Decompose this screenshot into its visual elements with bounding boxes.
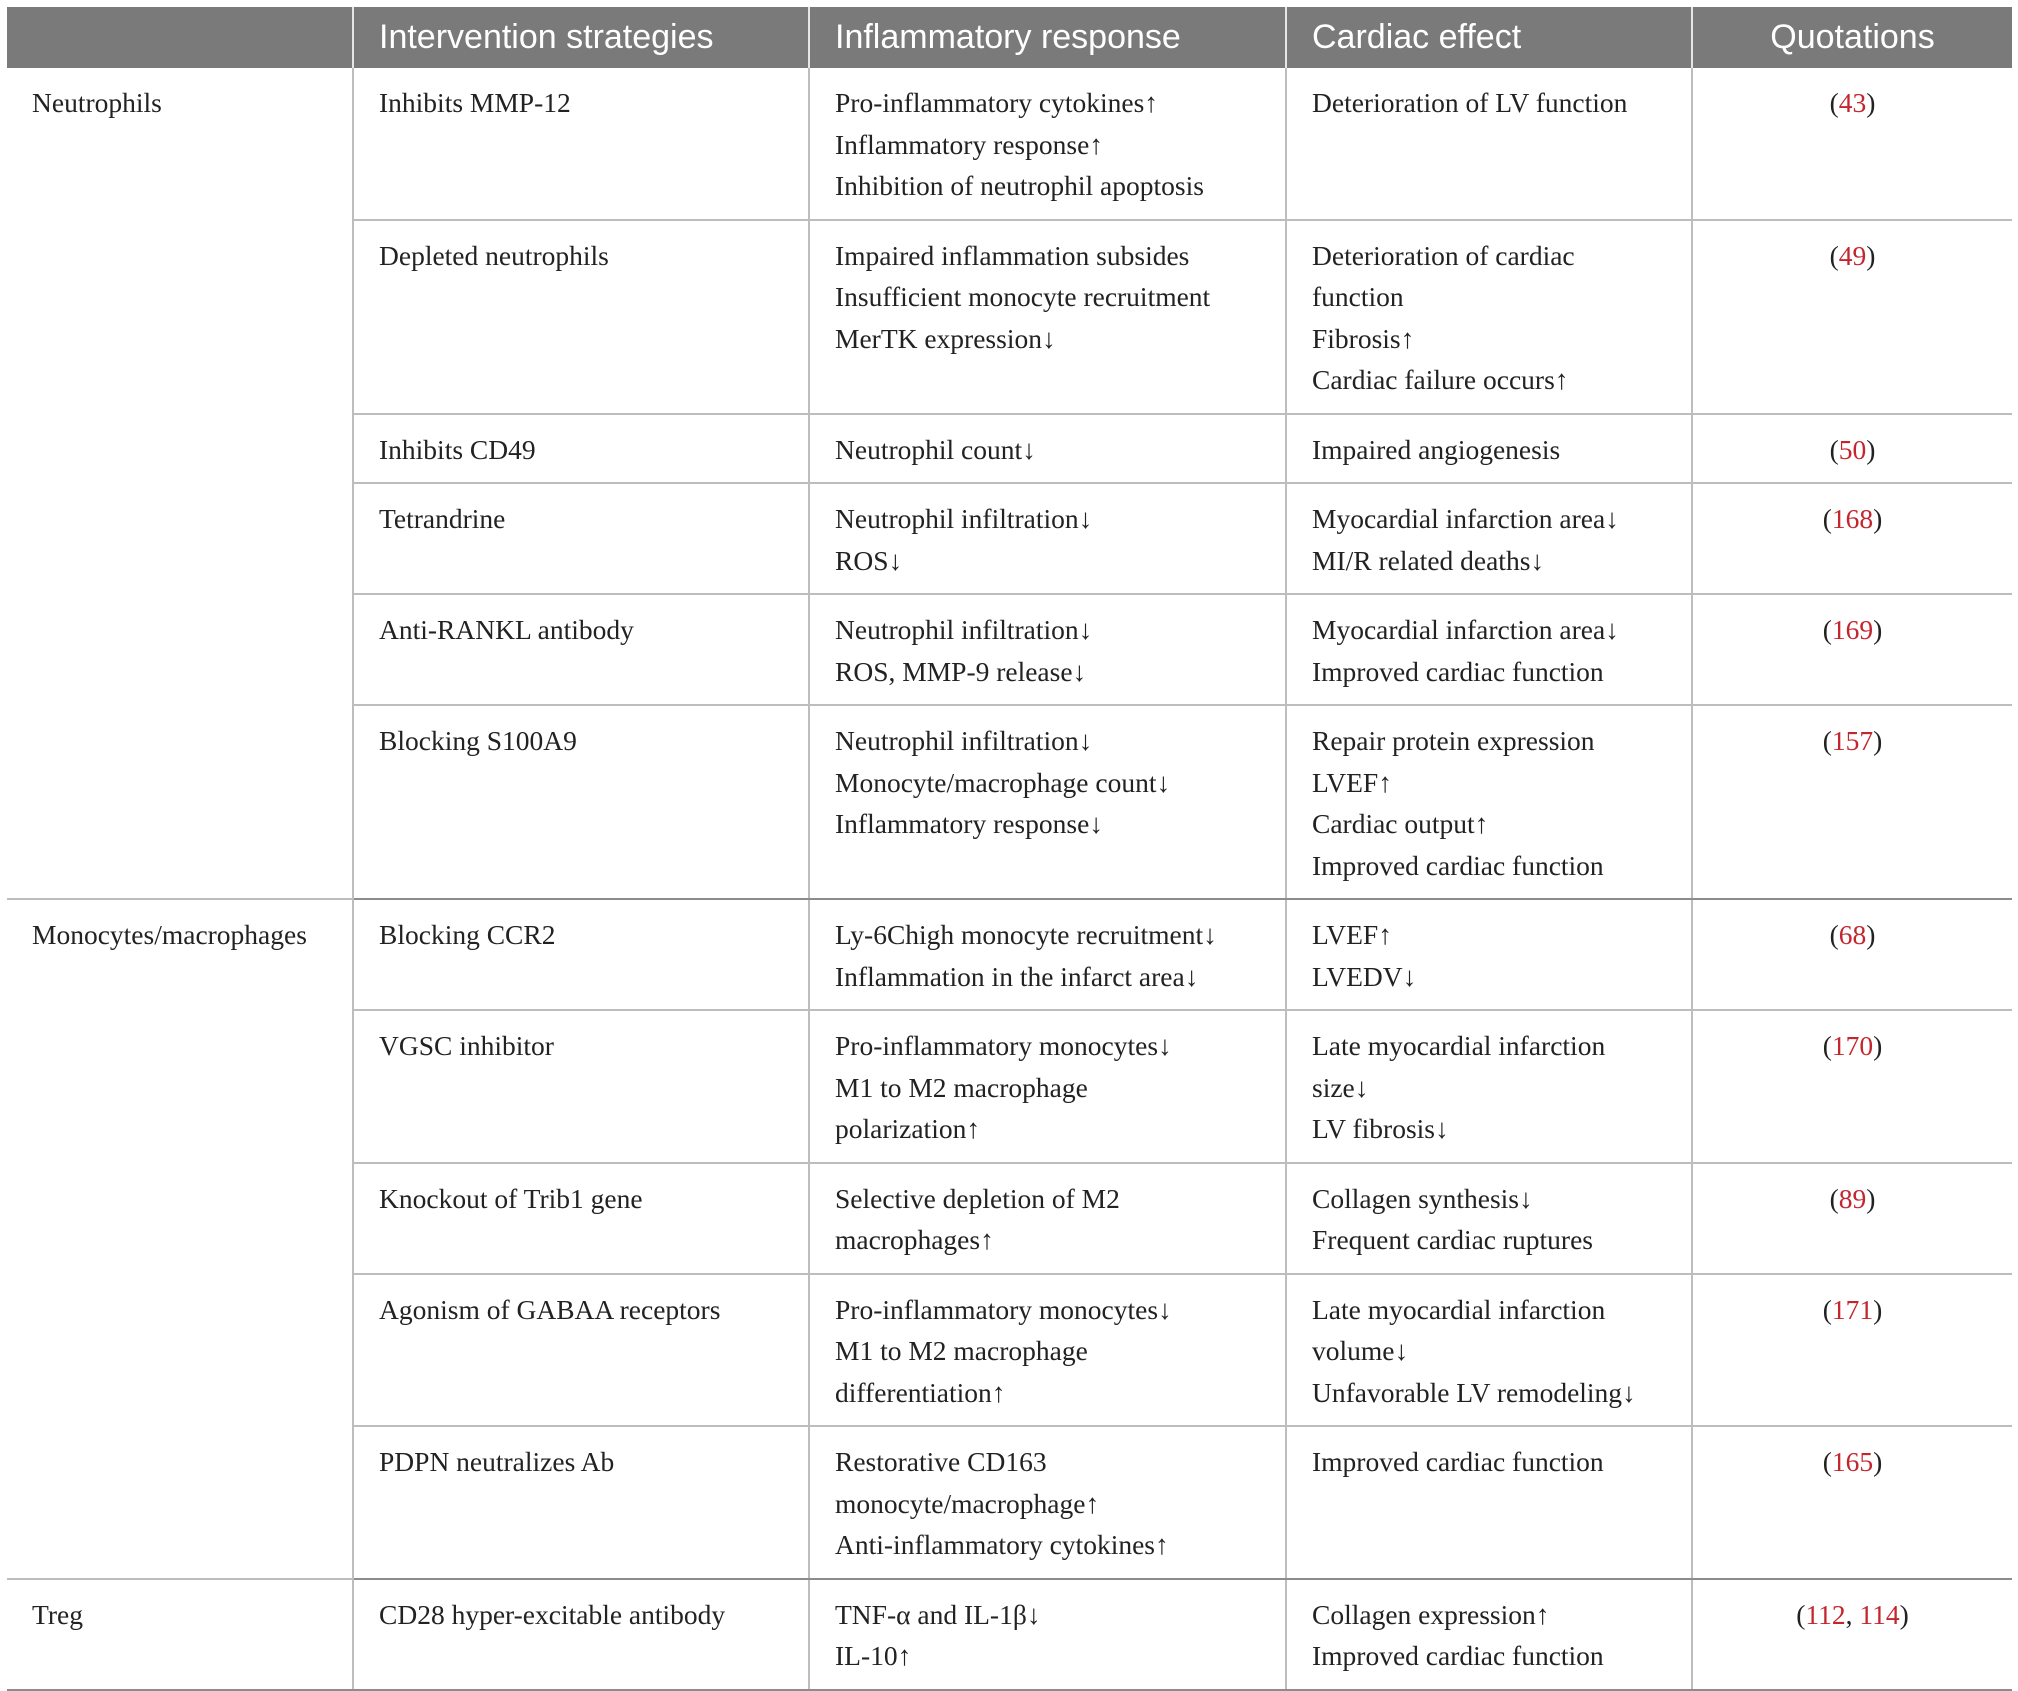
- quotation-cell: (49): [1692, 220, 2012, 414]
- table-row: [7, 1579, 2012, 1690]
- response-cell: [809, 1426, 1286, 1579]
- response-line: Ly-6Chigh monocyte recruitment↓: [835, 919, 1217, 950]
- effect-line: function: [1312, 281, 1404, 312]
- effect-cell: [1286, 899, 1692, 1010]
- effect-line: Fibrosis↑: [1312, 322, 1415, 354]
- effect-line: Deterioration of LV function: [1312, 87, 1628, 118]
- response-line: M1 to M2 macrophage: [835, 1335, 1088, 1366]
- effect-line: Unfavorable LV remodeling↓: [1312, 1376, 1636, 1408]
- effect-line: Frequent cardiac ruptures: [1312, 1224, 1593, 1255]
- response-line: Insufficient monocyte recruitment: [835, 281, 1211, 312]
- response-cell: [809, 220, 1286, 414]
- response-line: Impaired inflammation subsides: [835, 239, 1190, 271]
- quotation-cell: (165): [1692, 1426, 2012, 1579]
- effect-cell: [1286, 414, 1692, 484]
- intervention-cell: Inhibits CD49: [353, 414, 809, 484]
- response-line: polarization↑: [835, 1113, 981, 1144]
- group-cell: Monocytes/macrophages: [7, 899, 353, 1579]
- effect-line: Deterioration of cardiac: [1312, 239, 1575, 271]
- intervention-cell: PDPN neutralizes Ab: [353, 1426, 809, 1579]
- quotation-cell: (50): [1692, 414, 2012, 484]
- header-cell-intervention: Intervention strategies: [353, 7, 809, 68]
- response-line: Monocyte/macrophage count↓: [835, 766, 1171, 798]
- response-line: monocyte/macrophage↑: [835, 1487, 1100, 1519]
- response-line: Inflammatory response↓: [835, 808, 1104, 839]
- effect-line: Repair protein expression: [1312, 725, 1595, 756]
- intervention-cell: Inhibits MMP-12: [353, 68, 809, 220]
- effect-line: MI/R related deaths↓: [1312, 544, 1545, 576]
- table-row: [7, 899, 2012, 1010]
- effect-cell: [1286, 483, 1692, 594]
- response-cell: [809, 414, 1286, 484]
- quotation-cell: (157): [1692, 705, 2012, 899]
- effect-line: Cardiac failure occurs↑: [1312, 364, 1569, 395]
- citation-link[interactable]: 170: [1831, 1030, 1874, 1061]
- citation-link[interactable]: 114: [1859, 1598, 1900, 1630]
- response-line: Neutrophil infiltration↓: [835, 725, 1093, 756]
- citation-link[interactable]: 112: [1805, 1598, 1846, 1630]
- citation-link[interactable]: 157: [1831, 725, 1874, 756]
- quotation-cell: (43): [1692, 68, 2012, 220]
- response-cell: [809, 483, 1286, 594]
- effect-line: Improved cardiac function: [1312, 1446, 1604, 1477]
- effect-cell: [1286, 1426, 1692, 1579]
- effect-cell: [1286, 705, 1692, 899]
- quotation-cell: (168): [1692, 483, 2012, 594]
- intervention-cell: Blocking CCR2: [353, 899, 809, 1010]
- response-line: IL-10↑: [835, 1640, 912, 1671]
- group-cell: Neutrophils: [7, 68, 353, 899]
- intervention-table: [7, 7, 2012, 1691]
- response-line: TNF-α and IL-1β↓: [835, 1598, 1041, 1630]
- quotation-cell: (68): [1692, 899, 2012, 1010]
- response-line: Inhibition of neutrophil apoptosis: [835, 170, 1204, 201]
- citation-link[interactable]: 171: [1831, 1293, 1874, 1325]
- response-line: Pro-inflammatory monocytes↓: [835, 1293, 1172, 1325]
- response-line: M1 to M2 macrophage: [835, 1071, 1088, 1103]
- effect-line: size↓: [1312, 1071, 1369, 1103]
- intervention-cell: Depleted neutrophils: [353, 220, 809, 414]
- response-line: Inflammation in the infarct area↓: [835, 960, 1199, 992]
- citation-link[interactable]: 165: [1831, 1446, 1874, 1477]
- response-line: differentiation↑: [835, 1376, 1006, 1408]
- response-line: macrophages↑: [835, 1224, 994, 1255]
- effect-line: volume↓: [1312, 1335, 1409, 1366]
- effect-line: Collagen expression↑: [1312, 1598, 1550, 1630]
- effect-line: Cardiac output↑: [1312, 808, 1489, 839]
- header-cell-effect: Cardiac effect: [1286, 7, 1692, 68]
- response-cell: [809, 1163, 1286, 1274]
- response-cell: [809, 594, 1286, 705]
- response-cell: [809, 68, 1286, 220]
- intervention-cell: VGSC inhibitor: [353, 1010, 809, 1163]
- quotation-cell: (170): [1692, 1010, 2012, 1163]
- response-line: Neutrophil infiltration↓: [835, 614, 1093, 645]
- effect-line: Improved cardiac function: [1312, 849, 1604, 881]
- header-cell-group: [7, 7, 353, 68]
- response-line: Pro-inflammatory monocytes↓: [835, 1030, 1172, 1061]
- effect-line: LVEF↑: [1312, 766, 1392, 798]
- intervention-cell: CD28 hyper-excitable antibody: [353, 1579, 809, 1690]
- intervention-cell: Anti-RANKL antibody: [353, 594, 809, 705]
- citation-link[interactable]: 168: [1831, 503, 1874, 534]
- effect-line: LVEDV↓: [1312, 960, 1417, 992]
- table-body: [7, 68, 2012, 1690]
- effect-line: Improved cardiac function: [1312, 655, 1604, 687]
- effect-cell: [1286, 594, 1692, 705]
- effect-line: Collagen synthesis↓: [1312, 1182, 1533, 1214]
- citation-link[interactable]: 49: [1838, 239, 1867, 271]
- citation-link[interactable]: 43: [1838, 87, 1867, 118]
- effect-cell: [1286, 1579, 1692, 1690]
- group-cell: Treg: [7, 1579, 353, 1690]
- response-cell: [809, 1274, 1286, 1427]
- effect-cell: [1286, 1163, 1692, 1274]
- effect-line: Impaired angiogenesis: [1312, 433, 1561, 465]
- quotation-cell: (171): [1692, 1274, 2012, 1427]
- response-cell: [809, 1579, 1286, 1690]
- intervention-cell: Knockout of Trib1 gene: [353, 1163, 809, 1274]
- effect-cell: [1286, 68, 1692, 220]
- citation-link[interactable]: 89: [1838, 1182, 1867, 1214]
- effect-line: LVEF↑: [1312, 919, 1392, 950]
- response-cell: [809, 705, 1286, 899]
- effect-cell: [1286, 1010, 1692, 1163]
- quotation-cell: (169): [1692, 594, 2012, 705]
- table-row: [7, 68, 2012, 220]
- citation-link[interactable]: 68: [1838, 919, 1867, 950]
- effect-line: Late myocardial infarction: [1312, 1293, 1606, 1325]
- response-line: Inflammatory response↑: [835, 128, 1104, 160]
- header-row: [7, 7, 2012, 68]
- intervention-cell: Blocking S100A9: [353, 705, 809, 899]
- response-line: Restorative CD163: [835, 1446, 1047, 1477]
- response-line: Anti-inflammatory cytokines↑: [835, 1529, 1169, 1560]
- response-line: Pro-inflammatory cytokines↑: [835, 87, 1159, 118]
- quotation-cell: (89): [1692, 1163, 2012, 1274]
- effect-line: Improved cardiac function: [1312, 1640, 1604, 1671]
- response-cell: [809, 1010, 1286, 1163]
- intervention-cell: Tetrandrine: [353, 483, 809, 594]
- response-line: ROS, MMP-9 release↓: [835, 655, 1087, 687]
- citation-link[interactable]: 169: [1831, 614, 1874, 645]
- effect-line: Late myocardial infarction: [1312, 1030, 1606, 1061]
- response-line: Selective depletion of M2: [835, 1182, 1120, 1214]
- citation-link[interactable]: 50: [1838, 433, 1867, 465]
- header-cell-quotations: Quotations: [1692, 7, 2012, 68]
- intervention-cell: Agonism of GABAA receptors: [353, 1274, 809, 1427]
- header-cell-response: Inflammatory response: [809, 7, 1286, 68]
- effect-line: Myocardial infarction area↓: [1312, 503, 1619, 534]
- response-line: MerTK expression↓: [835, 322, 1056, 354]
- quotation-cell: (112, 114): [1692, 1579, 2012, 1690]
- response-line: Neutrophil count↓: [835, 433, 1036, 465]
- response-cell: [809, 899, 1286, 1010]
- response-line: Neutrophil infiltration↓: [835, 503, 1093, 534]
- effect-cell: [1286, 1274, 1692, 1427]
- response-line: ROS↓: [835, 544, 903, 576]
- effect-line: LV fibrosis↓: [1312, 1113, 1449, 1144]
- effect-cell: [1286, 220, 1692, 414]
- effect-line: Myocardial infarction area↓: [1312, 614, 1619, 645]
